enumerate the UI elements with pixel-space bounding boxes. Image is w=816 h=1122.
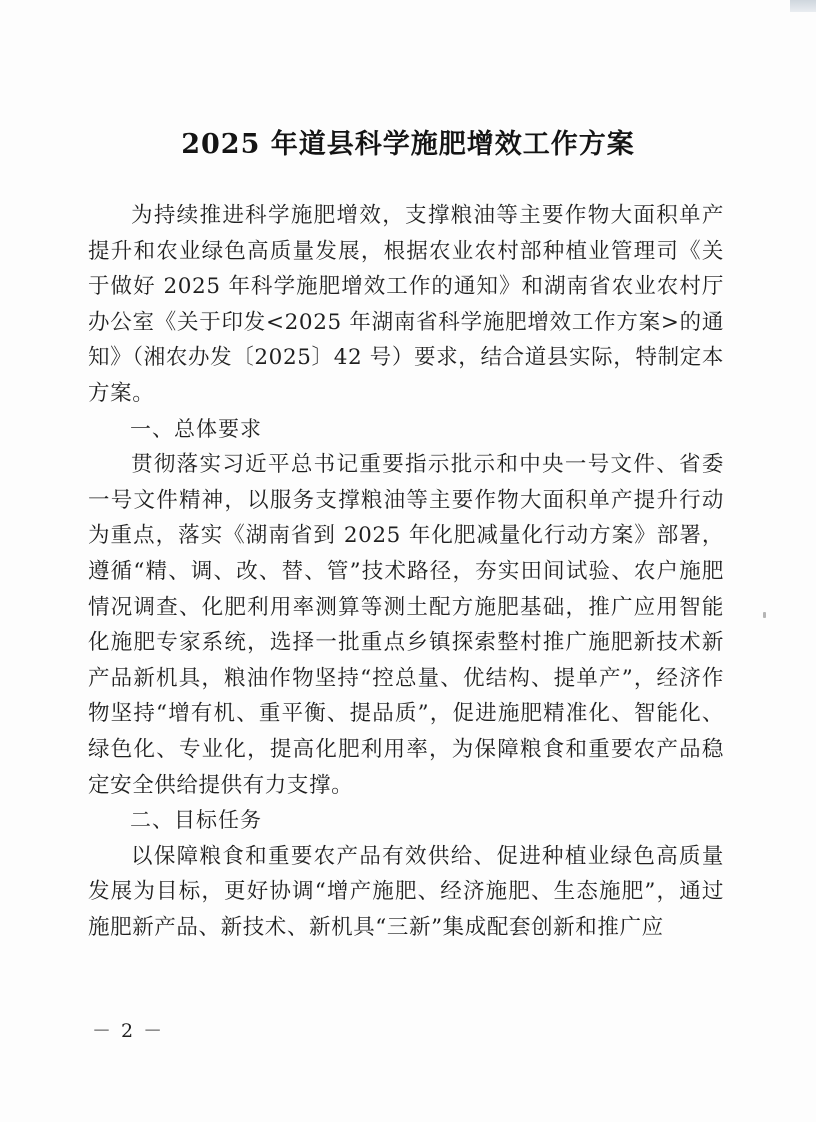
scan-speck: [763, 612, 766, 618]
page-number: － 2 －: [92, 1020, 165, 1042]
document-body: [88, 198, 724, 945]
document-title: 2025 年道县科学施肥增效工作方案: [181, 129, 635, 160]
section-paragraph-general-requirements: 贯彻落实习近平总书记重要指示批示和中央一号文件、省委一号文件精神，以服务支撑粮油等主要作物大面积单产提升行动为重点，落实《湖南省到 2025 年化肥减量化行动方案》部署，遵循“精、调、改、替、管”技术路径，夯实田间试验、农户施肥情况调查、化肥利用率测算等测土配方施肥基础，推广应用智能化施肥专家系统，选择一批重点乡镇探索整村推广施肥新技术新产品新机具，粮油作物坚持“控总量、优结构、提单产”，经济作物坚持“增有机、重平衡、提品质”，促进施肥精准化、智能化、绿色化、专业化，提高化肥利用率，为保障粮食和重要农产品稳定安全供给提供有力支撑。: [88, 452, 724, 798]
section-paragraph-targets: 以保障粮食和重要农产品有效供给、促进种植业绿色高质量发展为目标，更好协调“增产施肥、经济施肥、生态施肥”，通过施肥新产品、新技术、新机具“三新”集成配套创新和推广应: [88, 843, 724, 940]
section-heading-general-requirements: 一、总体要求: [130, 416, 262, 441]
intro-paragraph: 为持续推进科学施肥增效，支撑粮油等主要作物大面积单产提升和农业绿色高质量发展，根据农业农村部种植业管理司《关于做好 2025 年科学施肥增效工作的通知》和湖南省农业农村厅办公室《关于印发<2025 年湖南省科学施肥增效工作方案>的通知》（湘农办发〔2025〕42 号）要求，结合道县实际，特制定本方案。: [88, 203, 724, 406]
scan-corner-mark: [790, 0, 816, 12]
section-heading-targets: 二、目标任务: [130, 808, 262, 833]
